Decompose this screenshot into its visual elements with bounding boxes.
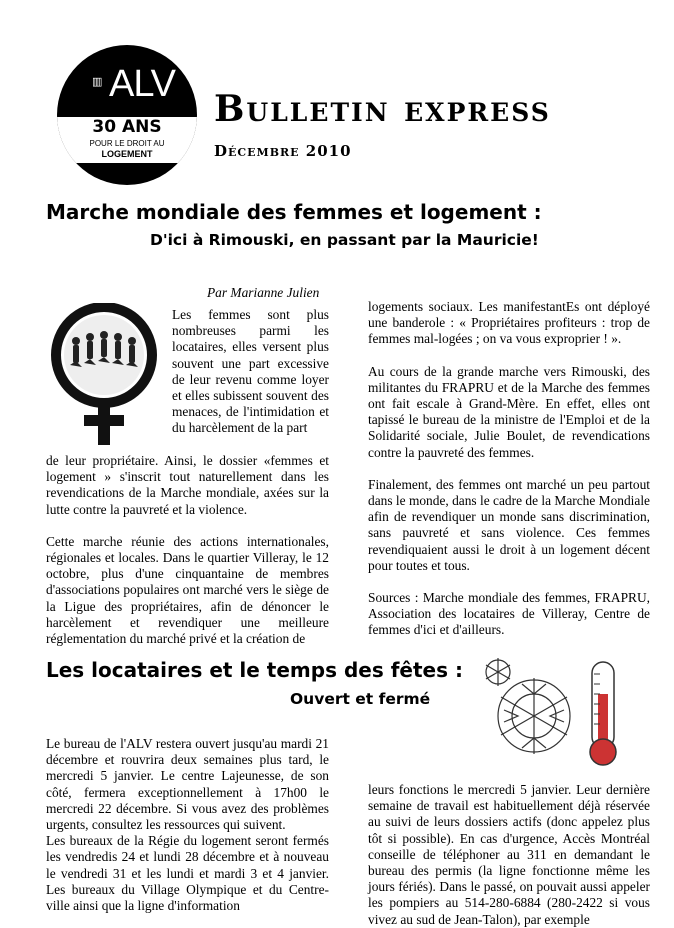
- article2-right-column: [368, 782, 650, 928]
- paragraph: Au cours de la grande marche vers Rimouski, des militantes du FRAPRU et de la Marche des femmes ont fait escale à Grand-Mère. En effet, elles ont tapissé le bureau de la ministre de l'Emploi et de la Solidarité sociale, Julie Boulet, de revendications contre la pauvreté des femmes.: [368, 363, 650, 460]
- building-icon: ▥: [92, 75, 103, 88]
- article2-subheading: Ouvert et fermé: [290, 690, 431, 708]
- snowflake-thermometer-icon: [474, 654, 634, 770]
- article1-right-column: [368, 299, 650, 639]
- article1-subheading: D'ici à Rimouski, en passant par la Mauricie!: [150, 231, 539, 249]
- logo-line1: POUR LE DROIT AU: [89, 139, 165, 148]
- paragraph: logements sociaux. Les manifestantEs ont déployé une banderole : « Propriétaires profiteurs : trop de femmes mal-logées ; on va vous exproprier ! ».: [368, 299, 650, 347]
- paragraph: Les bureaux de la Régie du logement seront fermés les vendredis 24 et lundi 28 décembre et à nouveau le vendredi 31 et les lundi et mardi 3 et 4 janvier. Les bureaux du Village Olympique et du Centre-ville ainsi que la ligne d'information: [46, 833, 329, 914]
- paragraph: Sources : Marche mondiale des femmes, FRAPRU, Association des locataires de Villeray, Centre de femmes d'ici et d'ailleurs.: [368, 590, 650, 638]
- logo-line2: LOGEMENT: [101, 149, 153, 159]
- article1-heading: Marche mondiale des femmes et logement :: [46, 200, 542, 224]
- logo-text: ALV: [109, 63, 176, 105]
- article2-left-column: [46, 736, 329, 914]
- alv-logo: [57, 45, 197, 185]
- women-symbol-icon: [46, 303, 164, 449]
- paragraph: Cette marche réunie des actions internationales, régionales et locales. Dans le quartier Villeray, le 12 octobre, plus d'une cinquantaine de membres d'associations populaires ont marché vers le siège de la Ligue des propriétaires, afin de dénoncer le harcèlement et revendiquer une meilleure réglementation du marché privé et la création de: [46, 533, 329, 647]
- paragraph: Finalement, des femmes ont marché un peu partout dans le monde, dans le cadre de la Marche Mondiale afin de revendiquer un monde sans discrimination, sans pauvreté et sans violence. Ces femmes revendiquaient aussi le droit à un logement décent pour toutes et tous.: [368, 476, 650, 573]
- article2-heading: Les locataires et le temps des fêtes :: [46, 658, 463, 682]
- paragraph: Le bureau de l'ALV restera ouvert jusqu'au mardi 21 décembre et rouvrira deux semaines plus tard, le mercredi 5 janvier. Le centre Lajeunesse, de son côté, fermera exceptionnellement à 17h00 le mercredi 22 décembre. Si vous avez des problèmes urgents, consultez les ressources qui suivent.: [46, 736, 329, 833]
- article1-byline: Par Marianne Julien: [207, 285, 320, 300]
- article1-intro: Les femmes sont plus nombreuses parmi les locataires, elles versent plus souvent une part excessive de leur revenu comme loyer et elles subissent souvent des menaces, de l'intimidation et du harcèlement de la part: [172, 307, 329, 436]
- paragraph: leurs fonctions le mercredi 5 janvier. Leur dernière semaine de travail est habituellement déjà réservée au suivi de leurs dossiers actifs (donc appelez plus tôt si possible). En cas d'urgence, Accès Montréal conseille de téléphoner au 311 en demandant le bureau des permis (la ligne fonctionne même les jours fériés). Dans le passé, on pouvait aussi appeler les pompiers au 514-280-6884 (280-2422 si vous vivez au sud de Jean-Talon), par exemple: [368, 782, 650, 927]
- bulletin-date: Décembre 2010: [214, 142, 352, 160]
- paragraph: de leur propriétaire. Ainsi, le dossier «femmes et logement » s'inscrit tout naturellement dans les revendications de la Marche mondiale, axées sur la lutte contre la pauvreté et la violence.: [46, 453, 329, 517]
- bulletin-title: Bulletin express: [214, 88, 551, 130]
- article1-left-column: [46, 453, 329, 647]
- logo-years: 30 ANS: [92, 117, 162, 137]
